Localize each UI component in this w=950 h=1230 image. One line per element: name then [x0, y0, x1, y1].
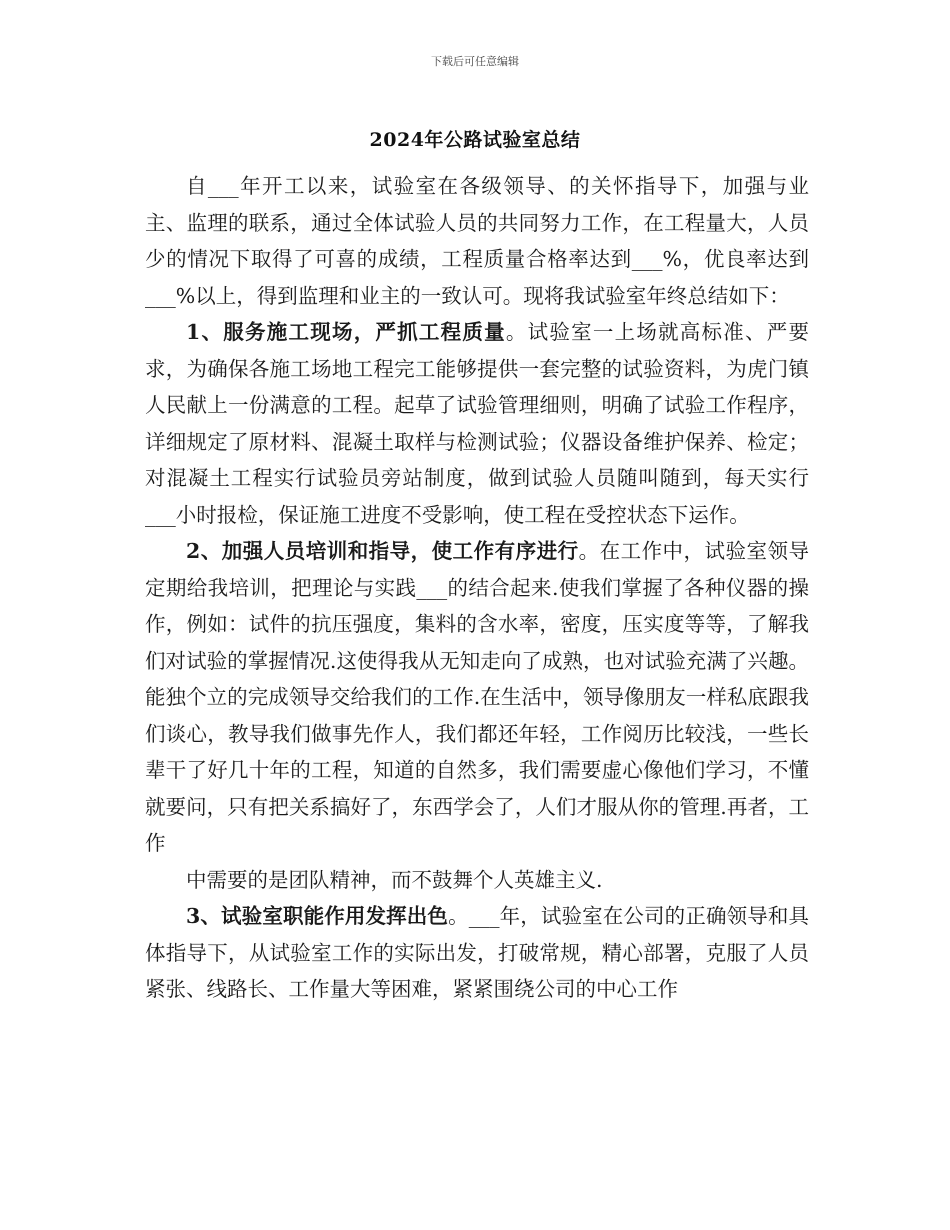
paragraph-text: 。试验室一上场就高标准、严要求，为确保各施工场地工程完工能够提供一套完整的试验资料，为虎门镇人民献上一份满意的工程。起草了试验管理细则，明确了试验工作程序，详细规定了原材料、混凝土取样与检测试验；仪器设备维护保养、检定；对混凝土工程实行试验员旁站制度，做到试验人员随叫随到，每天实行___小时报检，保证施工进度不受影响，使工程在受控状态下运作。: [145, 320, 810, 527]
document-body: [145, 168, 809, 1008]
paragraph-intro: [145, 168, 809, 314]
paragraph-text: 。___年，试验室在公司的正确领导和具体指导下，从试验室工作的实际出发，打破常规，精心部署，克服了人员紧张、线路长、工作量大等困难，紧紧围绕公司的中心工作: [145, 904, 810, 1001]
paragraph-section-3: [145, 898, 809, 1008]
section-heading: 1、服务施工现场，严抓工程质量: [186, 320, 506, 344]
paragraph-section-2: [145, 533, 809, 862]
paragraph-text: 自___年开工以来，试验室在各级领导、的关怀指导下，加强与业主、监理的联系，通过全体试验人员的共同努力工作，在工程量大，人员少的情况下取得了可喜的成绩，工程质量合格率达到___%，优良率达到___%以上，得到监理和业主的一致认可。现将我试验室年终总结如下：: [145, 174, 809, 308]
section-heading: 3、试验室职能作用发挥出色: [186, 904, 449, 928]
section-heading: 2、加强人员培训和指导，使工作有序进行: [186, 539, 579, 563]
paragraph-section-1: [145, 314, 809, 533]
paragraph-text: 。在工作中，试验室领导定期给我培训，把理论与实践___的结合起来.使我们掌握了各种仪器的操作，例如：试件的抗压强度，集料的含水率，密度，压实度等等，了解我们对试验的掌握情况.这使得我从无知走向了成熟，也对试验充满了兴趣。能独个立的完成领导交给我们的工作.在生活中，领导像朋友一样私底跟我们谈心，教导我们做事先作人，我们都还年轻，工作阅历比较浅，一些长辈干了好几十年的工程，知道的自然多，我们需要虚心像他们学习，不懂就要问，只有把关系搞好了，东西学会了，人们才服从你的管理.再者，工作: [145, 539, 810, 855]
paragraph-text: 中需要的是团队精神，而不鼓舞个人英雄主义.: [186, 867, 603, 892]
header-note: 下载后可任意编辑: [431, 55, 519, 68]
document-title: 2024年公路试验室总结: [369, 129, 581, 151]
paragraph-continuation: [145, 862, 809, 899]
